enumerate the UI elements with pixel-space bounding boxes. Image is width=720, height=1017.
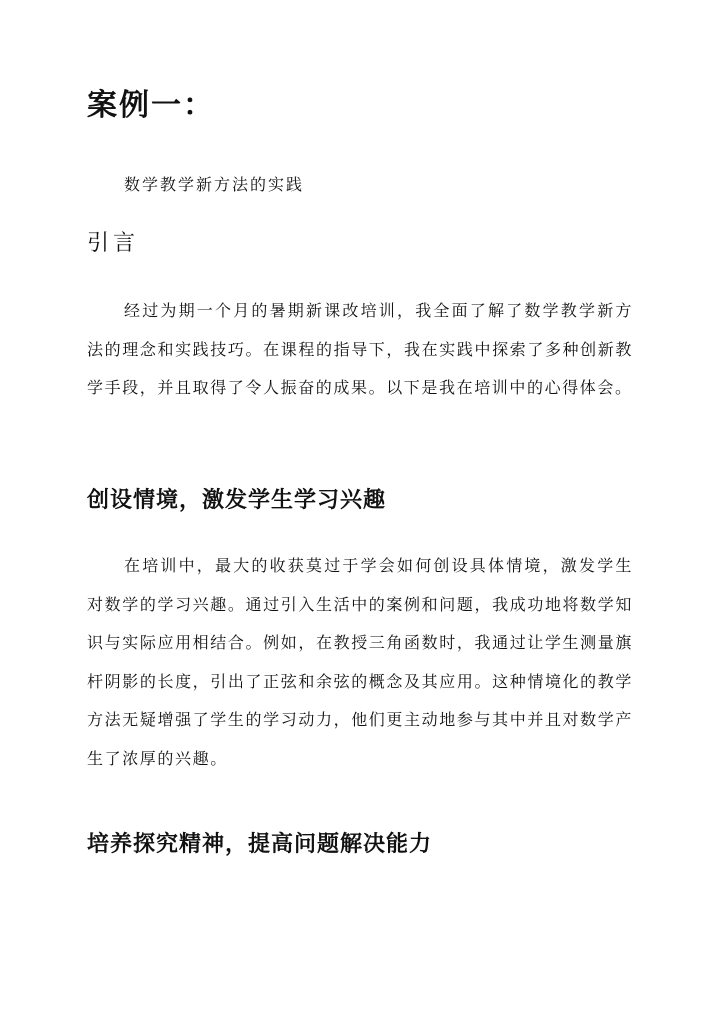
section-heading-intro: 引言 (87, 231, 140, 256)
section-heading-inquiry: 培养探究精神，提高问题解决能力 (87, 831, 433, 857)
document-subtitle: 数学教学新方法的实践 (124, 175, 305, 194)
intro-paragraph: 经过为期一个月的暑期新课改培训，我全面了解了数学教学新方法的理念和实践技巧。在课程的指导下，我在实践中探索了多种创新教学手段，并且取得了令人振奋的成果。以下是我在培训中的心得体会。 (87, 301, 633, 397)
section-heading-situations: 创设情境，激发学生学习兴趣 (87, 487, 387, 513)
situations-paragraph: 在培训中，最大的收获莫过于学会如何创设具体情境，激发学生对数学的学习兴趣。通过引入生活中的案例和问题，我成功地将数学知识与实际应用相结合。例如，在教授三角函数时，我通过让学生测量旗杆阴影的长度，引出了正弦和余弦的概念及其应用。这种情境化的教学方法无疑增强了学生的学习动力，他们更主动地参与其中并且对数学产生了浓厚的兴趣。 (87, 556, 633, 768)
document-title: 案例一： (87, 88, 215, 123)
